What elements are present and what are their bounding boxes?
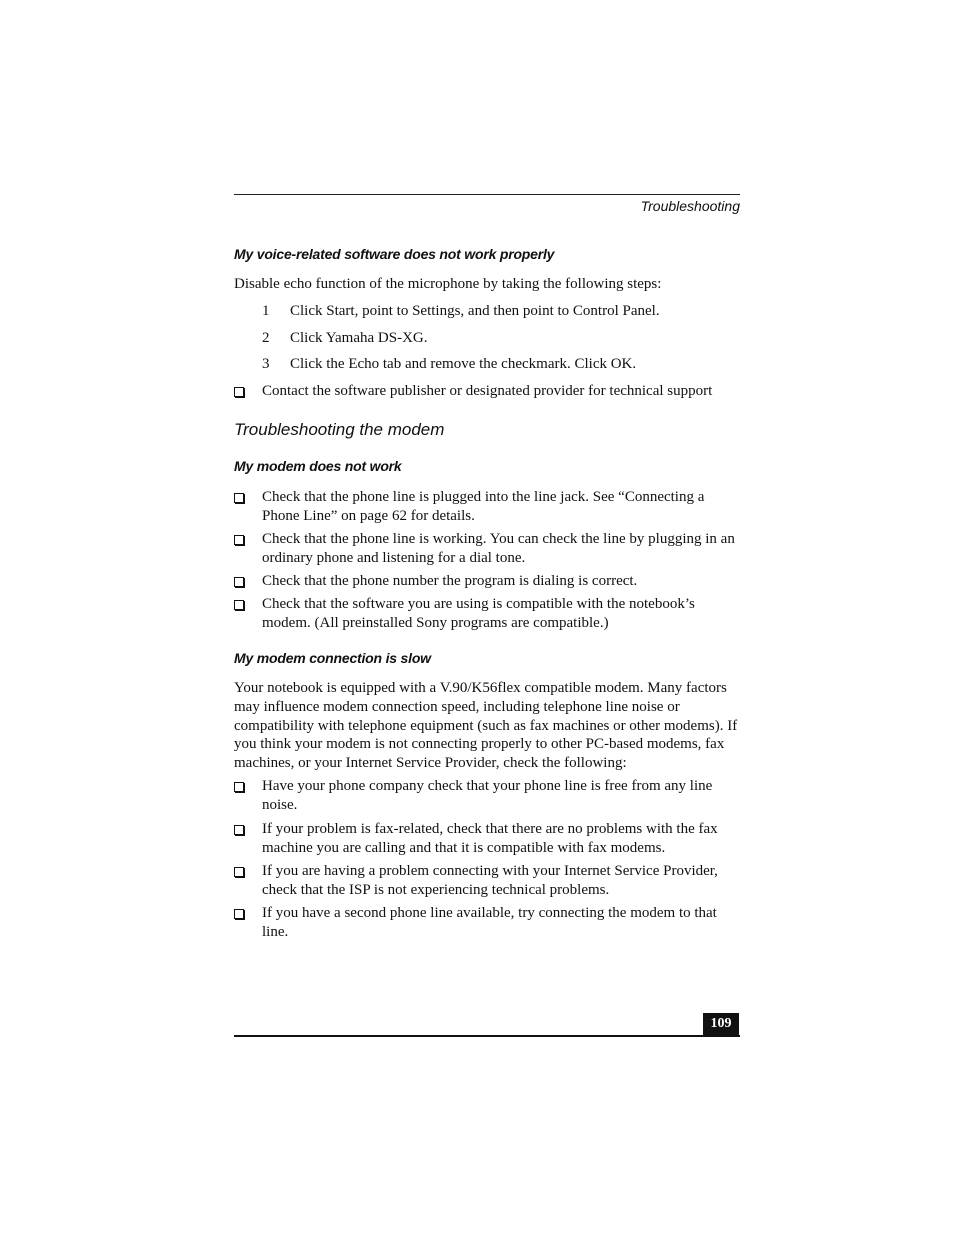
checkbox-bullet-icon [234, 387, 244, 397]
bullet-text: If your problem is fax-related, check that there are no problems with the fax machine you are calling and that it is compatible with fax modems. [262, 821, 718, 856]
page-number: 109 [703, 1013, 739, 1037]
bullet-item [234, 595, 740, 632]
step-item [262, 329, 428, 348]
footer-rule [234, 1035, 740, 1037]
step-item [262, 302, 660, 321]
checkbox-bullet-icon [234, 867, 244, 877]
step-text: Click the Echo tab and remove the checkmark. Click OK. [290, 356, 637, 372]
bullet-item [234, 777, 740, 814]
step-number: 2 [262, 330, 270, 346]
step-text: Click Start, point to Settings, and then point to Control Panel. [290, 303, 660, 319]
running-head: Troubleshooting [640, 198, 740, 214]
bullet-item [234, 530, 740, 567]
modem-not-work-heading: My modem does not work [234, 458, 402, 474]
step-number: 3 [262, 356, 270, 372]
bullet-item [234, 572, 740, 591]
bullet-item [234, 488, 740, 525]
bullet-item [234, 904, 740, 941]
bullet-text: Check that the software you are using is compatible with the notebook’s modem. (All preinstalled Sony programs are compatible.) [262, 596, 695, 631]
checkbox-bullet-icon [234, 577, 244, 587]
bullet-text: Check that the phone line is plugged into the line jack. See “Connecting a Phone Line” on page 62 for details. [262, 489, 705, 524]
modem-slow-intro: Your notebook is equipped with a V.90/K56flex compatible modem. Many factors may influence modem connection speed, including telephone line noise or compatibility with telephone equipment (such as fax machines or other modems). If you think your modem is not connecting properly to other PC-based modems, fax machines, or your Internet Service Provider, check the following: [234, 680, 738, 772]
step-text: Click Yamaha DS-XG. [290, 330, 428, 346]
bullet-text: Contact the software publisher or designated provider for technical support [262, 383, 713, 399]
checkbox-bullet-icon [234, 909, 244, 919]
checkbox-bullet-icon [234, 600, 244, 610]
bullet-text: Check that the phone number the program is dialing is correct. [262, 573, 638, 589]
checkbox-bullet-icon [234, 493, 244, 503]
bullet-text: Check that the phone line is working. You can check the line by plugging in an ordinary phone and listening for a dial tone. [262, 531, 735, 566]
step-item [262, 355, 636, 374]
bullet-item [234, 820, 740, 857]
checkbox-bullet-icon [234, 782, 244, 792]
bullet-item [234, 382, 740, 401]
header-rule [234, 194, 740, 195]
voice-software-heading: My voice-related software does not work properly [234, 246, 555, 262]
bullet-item [234, 862, 740, 899]
checkbox-bullet-icon [234, 825, 244, 835]
voice-intro: Disable echo function of the microphone by taking the following steps: [234, 276, 662, 292]
section-heading: Troubleshooting the modem [234, 420, 445, 439]
step-number: 1 [262, 303, 270, 319]
modem-slow-heading: My modem connection is slow [234, 650, 431, 666]
checkbox-bullet-icon [234, 535, 244, 545]
bullet-text: If you are having a problem connecting with your Internet Service Provider, check that the ISP is not experiencing technical problems. [262, 863, 718, 898]
bullet-text: If you have a second phone line available, try connecting the modem to that line. [262, 905, 717, 940]
bullet-text: Have your phone company check that your phone line is free from any line noise. [262, 778, 713, 813]
